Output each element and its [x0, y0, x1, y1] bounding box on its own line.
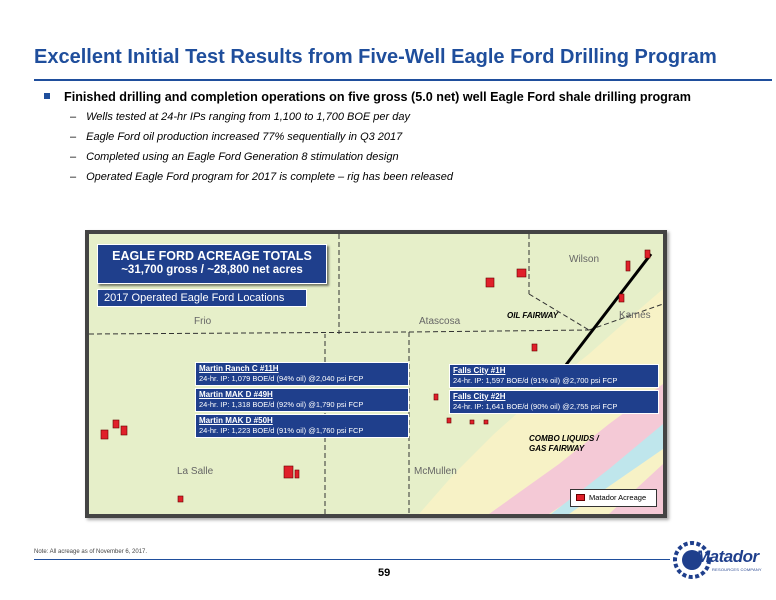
title-rule	[34, 79, 772, 81]
well-box-martin-ranch-c-11h	[195, 362, 409, 386]
well-detail: 24-hr. IP: 1,318 BOE/d (92% oil) @1,790 psi FCP	[199, 400, 364, 409]
county-label-atascosa: Atascosa	[419, 316, 461, 327]
page-number: 59	[378, 567, 391, 579]
sub-bullet-text: Operated Eagle Ford program for 2017 is complete – rig has been released	[86, 171, 454, 183]
footer-note: Note: All acreage as of November 6, 2017.	[34, 549, 148, 555]
eagle-ford-map-frame	[85, 230, 667, 518]
sub-bullet-3: – Completed using an Eagle Ford Generation 8 stimulation design	[70, 151, 399, 163]
county-label-mcmullen: McMullen	[414, 466, 457, 477]
acreage-totals-title: EAGLE FORD ACREAGE TOTALS	[112, 249, 312, 263]
sub-bullet-1: – Wells tested at 24-hr IPs ranging from 1,100 to 1,700 BOE per day	[70, 111, 410, 123]
well-name: Martin Ranch C #11H	[199, 364, 279, 373]
logo-text: Matador	[696, 547, 759, 566]
acreage-totals-box	[97, 244, 327, 284]
well-detail: 24-hr. IP: 1,597 BOE/d (91% oil) @2,700 psi FCP	[453, 376, 618, 385]
bullet-square-icon	[44, 93, 50, 99]
eagle-ford-map	[89, 234, 663, 514]
well-name: Falls City #1H	[453, 366, 506, 375]
county-label-karnes: Karnes	[619, 310, 651, 321]
county-label-la-salle: La Salle	[177, 466, 214, 477]
legend-label: Matador Acreage	[589, 493, 647, 502]
well-box-falls-city-1h	[449, 364, 659, 388]
oil-fairway-label: OIL FAIRWAY	[507, 311, 559, 320]
well-box-martin-mak-d-49h	[195, 388, 409, 412]
combo-fairway-line-2: GAS FAIRWAY	[529, 444, 585, 453]
sub-bullet-text: Eagle Ford oil production increased 77% sequentially in Q3 2017	[86, 131, 403, 143]
operated-locations-label: 2017 Operated Eagle Ford Locations	[97, 289, 307, 307]
main-bullet	[44, 90, 691, 104]
county-label-frio: Frio	[194, 316, 212, 327]
logo-subtitle: RESOURCES COMPANY	[712, 567, 762, 572]
sub-bullet-text: Completed using an Eagle Ford Generation 8 stimulation design	[86, 151, 399, 163]
well-name: Falls City #2H	[453, 392, 506, 401]
well-detail: 24-hr. IP: 1,079 BOE/d (94% oil) @2,040 psi FCP	[199, 374, 364, 383]
main-bullet-text: Finished drilling and completion operations on five gross (5.0 net) well Eagle Ford shale drilling program	[64, 90, 691, 104]
sub-bullet-text: Wells tested at 24-hr IPs ranging from 1,100 to 1,700 BOE per day	[86, 111, 410, 123]
acreage-swatch-icon	[576, 494, 585, 501]
well-name: Martin MAK D #49H	[199, 390, 273, 399]
well-name: Martin MAK D #50H	[199, 416, 273, 425]
county-label-wilson: Wilson	[569, 254, 600, 265]
acreage-totals-value: ~31,700 gross / ~28,800 net acres	[121, 264, 303, 276]
footer-rule	[34, 559, 670, 560]
combo-fairway-line-1: COMBO LIQUIDS /	[529, 434, 599, 443]
well-detail: 24-hr. IP: 1,223 BOE/d (91% oil) @1,760 psi FCP	[199, 426, 364, 435]
well-detail: 24-hr. IP: 1,641 BOE/d (90% oil) @2,755 psi FCP	[453, 402, 618, 411]
combo-fairway-label	[529, 434, 599, 454]
sub-bullet-2: – Eagle Ford oil production increased 77% sequentially in Q3 2017	[70, 131, 403, 143]
well-box-falls-city-2h	[449, 390, 659, 414]
sub-bullet-4: – Operated Eagle Ford program for 2017 is complete – rig has been released	[70, 171, 454, 183]
well-box-martin-mak-d-50h	[195, 414, 409, 438]
slide-title: Excellent Initial Test Results from Five-Well Eagle Ford Drilling Program	[34, 46, 717, 68]
map-legend	[570, 489, 657, 507]
